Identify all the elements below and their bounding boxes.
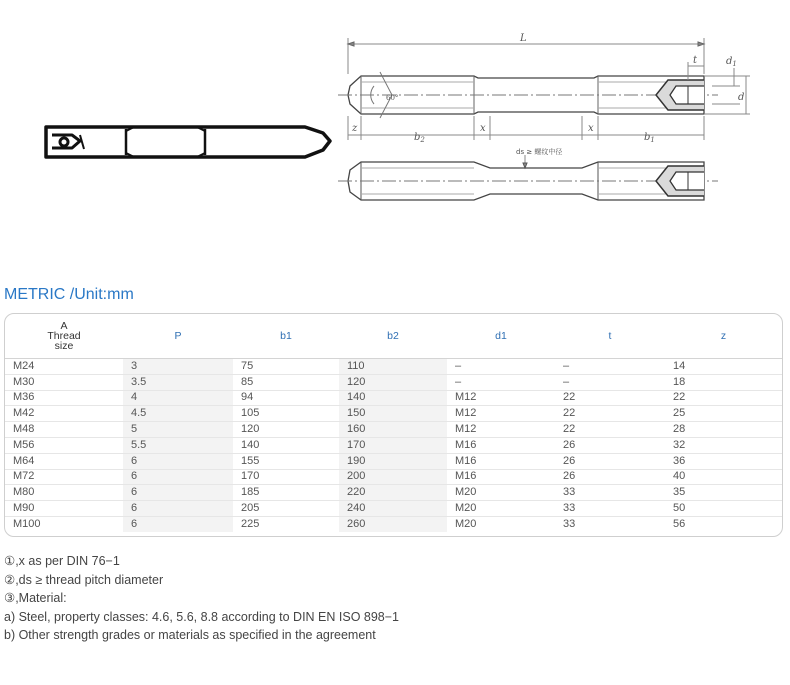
cell-t: – [555,374,665,390]
cell-p: 6 [123,501,233,517]
cell-t: – [555,359,665,375]
dim-b2-sub: 2 [420,136,425,144]
cell-thread-size: M30 [5,374,123,390]
stud-lower-drawing [338,155,718,200]
cell-b2: 200 [339,469,447,485]
cell-b2: 110 [339,359,447,375]
cell-z: 28 [665,422,782,438]
cell-p: 3.5 [123,374,233,390]
cell-z: 14 [665,359,782,375]
dim-d-label: d [738,92,745,103]
cell-b1: 120 [233,422,339,438]
cell-b2: 190 [339,453,447,469]
dim-z-label: z [352,123,358,134]
cell-t: 26 [555,469,665,485]
table-row [5,453,782,469]
metric-table-container [4,313,783,537]
cell-b2: 260 [339,516,447,531]
dim-b1-sub: 1 [650,136,655,144]
cell-b2: 120 [339,374,447,390]
cell-thread-size: M72 [5,469,123,485]
cell-thread-size: M64 [5,453,123,469]
section-title: METRIC /Unit:mm [4,286,134,303]
cell-p: 6 [123,469,233,485]
cell-z: 22 [665,390,782,406]
table-body [5,359,782,532]
note-2: ②,ds ≥ thread pitch diameter [4,572,164,587]
table-row [5,422,782,438]
cell-b1: 140 [233,437,339,453]
cell-z: 18 [665,374,782,390]
cell-b1: 105 [233,406,339,422]
header-d1: d1 [495,330,507,342]
header-z: z [720,330,727,342]
metric-table [5,314,782,532]
ds-note-label: ds ≥ 螺纹中径 [516,148,563,156]
dim-b1-label: b [644,132,651,143]
cell-t: 33 [555,501,665,517]
cell-p: 5.5 [123,437,233,453]
cell-b1: 155 [233,453,339,469]
cell-b2: 220 [339,485,447,501]
note-3: ③,Material: [4,591,67,606]
cell-d1: M16 [447,437,555,453]
header-b1: b1 [280,330,292,342]
cell-b1: 225 [241,517,260,530]
cell-b2: 140 [339,390,447,406]
cell-b1: 75 [233,359,339,375]
notes [4,552,399,645]
note-1: ①,x as per DIN 76−1 [4,554,120,568]
cell-d1: M20 [447,501,555,517]
dim-x-right-label: x [588,123,594,134]
cell-d1: – [447,374,555,390]
svg-text:b2 [414,132,425,144]
header-thread-size: A Thread size [47,320,81,352]
cell-t: 22 [555,406,665,422]
cell-p: 4.5 [123,406,233,422]
cell-d1: – [447,359,555,375]
cell-z: 35 [665,485,782,501]
cell-b2: 240 [339,501,447,517]
cell-d1: M20 [455,517,477,530]
cell-thread-size: M36 [5,390,123,406]
technical-drawings [0,0,790,250]
dim-L-label: L [520,33,527,44]
table-row [5,516,782,531]
table-row [5,469,782,485]
cell-b1: 85 [233,374,339,390]
cell-b2: 170 [339,437,447,453]
stud-upper-drawing [338,38,750,140]
cell-p: 5 [123,422,233,438]
cell-thread-size: M42 [5,406,123,422]
cell-thread-size: M48 [5,422,123,438]
cell-t: 33 [563,517,576,530]
header-b2: b2 [387,330,399,342]
cell-p: 6 [123,516,233,531]
cell-thread-size: M100 [13,517,41,530]
note-4: a) Steel, property classes: 4.6, 5.6, 8.8 according to DIN EN ISO 898−1 [4,609,399,624]
dim-d1-label: $d_1$ [726,56,737,68]
cell-p: 3 [123,359,233,375]
cell-z: 25 [665,406,782,422]
cell-thread-size: M56 [5,437,123,453]
table-row [5,437,782,453]
cell-b1: 170 [233,469,339,485]
angle-label: 60° [386,94,399,102]
cell-thread-size: M80 [5,485,123,501]
cell-d1: M16 [447,453,555,469]
table-row [5,406,782,422]
cell-p: 6 [123,485,233,501]
cell-t: 22 [555,390,665,406]
table-row [5,359,782,375]
cell-p: 4 [123,390,233,406]
cell-z: 36 [665,453,782,469]
cell-d1: M16 [447,469,555,485]
cell-z: 56 [673,517,686,530]
note-5: b) Other strength grades or materials as specified in the agreement [4,628,376,643]
cell-d1: M12 [447,422,555,438]
stud-silhouette-drawing [46,127,330,157]
cell-z: 32 [665,437,782,453]
cell-b1: 205 [233,501,339,517]
cell-z: 50 [665,501,782,517]
cell-thread-size: M90 [5,501,123,517]
cell-t: 26 [555,437,665,453]
dim-x-left-label: x [480,123,486,134]
svg-text:b1 [644,132,655,144]
cell-d1: M12 [447,390,555,406]
cell-t: 33 [555,485,665,501]
table-header-row [5,314,782,359]
table-row [5,501,782,517]
header-p: P [174,330,182,342]
table-row [5,485,782,501]
cell-t: 22 [555,422,665,438]
table-row [5,374,782,390]
cell-d1: M20 [447,485,555,501]
cell-b1: 185 [233,485,339,501]
cell-thread-size: M24 [5,359,123,375]
dim-b2-label: b [414,132,421,143]
dim-t-label: t [693,55,698,66]
cell-b2: 160 [339,422,447,438]
cell-d1: M12 [447,406,555,422]
cell-z: 40 [665,469,782,485]
cell-b2: 150 [339,406,447,422]
table-row [5,390,782,406]
cell-t: 26 [555,453,665,469]
cell-p: 6 [123,453,233,469]
header-t: t [608,330,612,342]
cell-b1: 94 [233,390,339,406]
